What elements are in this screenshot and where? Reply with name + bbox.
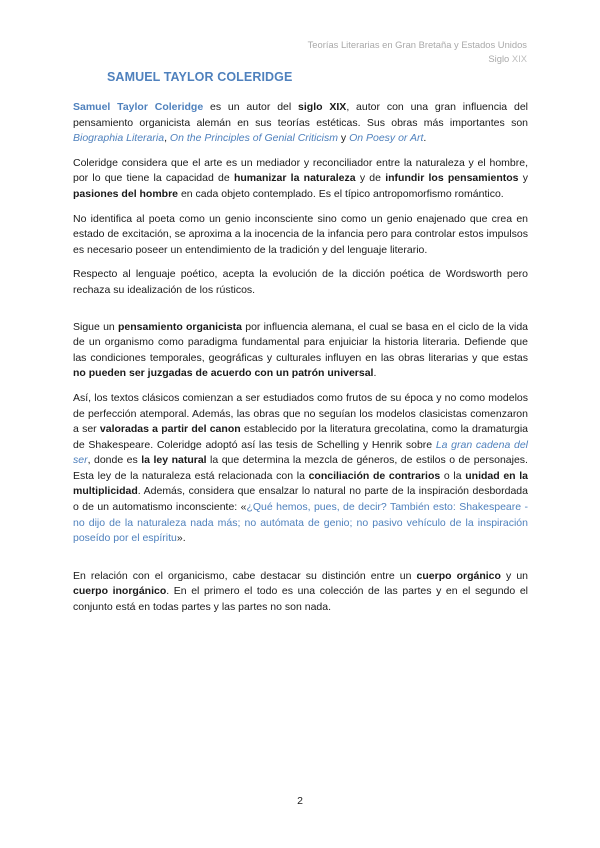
author-name: Samuel Taylor Coleridge — [73, 101, 204, 113]
text-run: y — [337, 132, 350, 145]
text-run: Coleridge considera que el arte es un mediador y reconciliador entre la naturaleza y el hombre, por lo que tiene la capacidad de — [73, 156, 528, 185]
paragraph-genius: No identifica al poeta como un genio inconsciente sino como un genio enajenado que crea en estado de excitación, se aproxima a la inocencia de la infancia pero para controlar estos impulsos es necesario poseer un entendimiento de la tradición y del lenguaje literario. — [73, 212, 528, 256]
work-title: On Poesy or Art — [349, 132, 424, 145]
text-run: en cada objeto contemplado. Es el típico antropomorfismo romántico. — [178, 187, 504, 200]
bold-phrase: unidad en la multiplicidad — [73, 469, 529, 498]
header-line-2 — [308, 52, 527, 66]
text-run: , donde es — [87, 454, 142, 467]
shakespeare-quote: ¿Qué hemos, pues, de decir? También esto: Shakespeare -no dijo de la naturaleza nada más; no autómata de genio; no pasivo vehículo de la inspiración poseído por el espíritu — [73, 501, 528, 545]
text-run: ». — [176, 532, 186, 545]
paragraph-classic-texts — [73, 391, 528, 547]
text-run: y de — [355, 172, 386, 185]
bold-phrase: pasiones del hombre — [73, 187, 179, 200]
work-title: On the Principles of Genial Criticism — [169, 132, 338, 145]
paragraph-organicism — [73, 320, 528, 382]
bold-phrase: cuerpo inorgánico — [73, 585, 167, 598]
bold-phrase: infundir los pensamientos — [385, 172, 519, 185]
bold-phrase: cuerpo orgánico — [416, 569, 501, 582]
paragraph-art-mediator — [73, 156, 528, 203]
work-title: La gran cadena del ser — [73, 438, 528, 467]
text-run: En relación con el organicismo, cabe destacar su distinción entre un — [73, 569, 417, 582]
header-siglo: Siglo — [488, 53, 510, 64]
text-run: . — [423, 132, 427, 145]
header-century: XIX — [511, 53, 527, 64]
text-run: y un — [500, 569, 529, 582]
text-run: , autor con una gran influencia del pensamiento organicista alemán en sus teorías estéticas. Sus obras más importantes son — [73, 101, 528, 129]
page-number: 2 — [297, 795, 303, 807]
text-run: establecido por la literatura grecolatina, como la dramaturgia de Shakespeare. Coleridge adoptó así las tesis de Schelling y Henrik sobre — [73, 423, 529, 451]
text-run: o la — [440, 469, 466, 482]
text-run: . Además, considera que ensalzar lo natural no parte de la inspiración desbordada o de un automatismo inconsciente: « — [73, 485, 528, 514]
running-header — [308, 38, 527, 66]
text-run: y — [518, 172, 528, 185]
century-bold: siglo XIX — [298, 101, 347, 113]
document-body — [73, 100, 528, 616]
paragraph-poetic-language: Respecto al lenguaje poético, acepta la evolución de la dicción poética de Wordsworth pero rechaza su idealización de los rústicos. — [73, 268, 528, 296]
text-run: es un autor del — [203, 101, 299, 113]
text-run: , — [164, 132, 170, 145]
text-run: . — [373, 367, 377, 380]
bold-phrase: conciliación de contrarios — [308, 469, 441, 482]
paragraph-intro — [73, 100, 528, 147]
work-title: Biographia Literaria — [73, 132, 165, 145]
spacer — [73, 299, 528, 320]
spacer — [73, 547, 528, 569]
header-line-1: Teorías Literarias en Gran Bretaña y Estados Unidos — [307, 39, 527, 50]
text-run: Sigue un — [73, 320, 118, 333]
text-run: . En el primero el todo es una colección de las partes y en el segundo el conjunto está en todas partes y las partes no son nada. — [73, 585, 528, 614]
bold-phrase: pensamiento organicista — [118, 320, 243, 333]
bold-phrase: valoradas a partir del canon — [99, 423, 241, 436]
text-run: la que determina la mezcla de géneros, de estilos o de personajes. Esta ley de la naturaleza está relacionada con la — [73, 454, 528, 482]
paragraph-organic-body — [73, 569, 528, 616]
bold-phrase: no pueden ser juzgadas de acuerdo con un patrón universal — [73, 367, 374, 380]
text-run: por influencia alemana, el cual se basa en el ciclo de la vida de un organismo como paradigma fundamental para enjuiciar la historia literaria. Defiende que las condiciones temporales, geográficas y culturales influyen en las obras literarias y que estas — [73, 320, 528, 364]
text-run: Así, los textos clásicos comienzan a ser estudiados como frutos de su época y no como modelos de perfección atemporal. Además, las obras que no seguían los modelos clasicistas comenzaron a ser — [73, 391, 528, 436]
page-title: SAMUEL TAYLOR COLERIDGE — [107, 70, 293, 84]
bold-phrase: humanizar la naturaleza — [233, 172, 356, 185]
bold-phrase: la ley natural — [141, 454, 207, 467]
